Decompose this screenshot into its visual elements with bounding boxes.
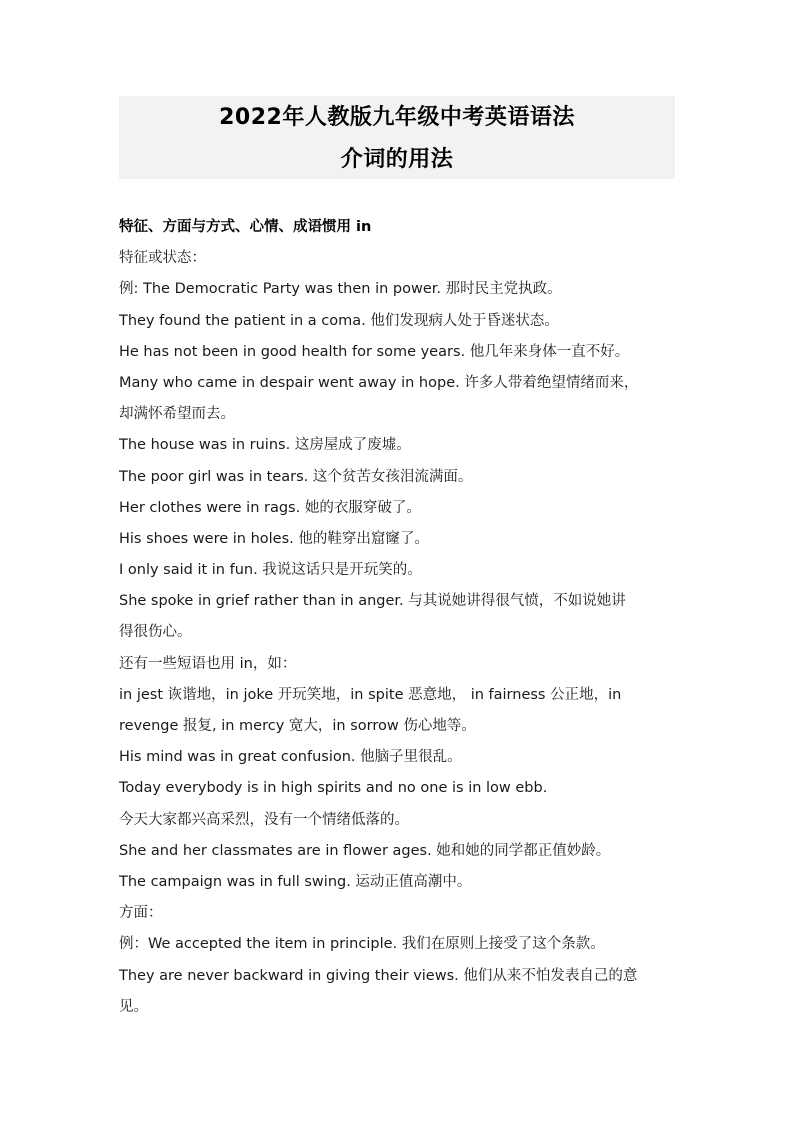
text-line: 今天大家都兴高采烈，没有一个情绪低落的。 — [119, 811, 409, 828]
text-line: Her clothes were in rags. 她的衣服穿破了。 — [119, 499, 421, 516]
text-line: Many who came in despair went away in hope. 许多人带着绝望情绪而来， — [119, 374, 639, 391]
text-line: 得很伤心。 — [119, 624, 192, 641]
text-line: She spoke in grief rather than in anger. 与其说她讲得很气愤，不如说她讲 — [119, 593, 626, 610]
text-line: in jest 诙谐地，in joke 开玩笑地，in spite 恶意地， in fairness 公正地，in — [119, 686, 622, 703]
text-line: She and her classmates are in flower ages. 她和她的同学都正值妙龄。 — [119, 842, 611, 859]
text-line: The campaign was in full swing. 运动正值高潮中。 — [119, 873, 472, 890]
text-line: He has not been in good health for some years. 他几年来身体一直不好。 — [119, 343, 630, 360]
text-line: 方面： — [119, 905, 163, 922]
text-line: The house was in ruins. 这房屋成了废墟。 — [119, 437, 411, 454]
text-line: They found the patient in a coma. 他们发现病人处于昏迷状态。 — [119, 312, 559, 329]
text-line: revenge 报复, in mercy 宽大，in sorrow 伤心地等。 — [119, 718, 476, 734]
text-line: 例: The Democratic Party was then in power. 那时民主党执政。 — [119, 281, 562, 298]
title-box — [119, 96, 675, 179]
text-line: 还有一些短语也用 in，如： — [119, 655, 297, 672]
text-line: His mind was in great confusion. 他脑子里很乱。 — [119, 749, 462, 766]
text-line: I only said it in fun. 我说这话只是开玩笑的。 — [119, 562, 422, 579]
text-line: Today everybody is in high spirits and no one is in low ebb. — [119, 780, 548, 797]
text-line: The poor girl was in tears. 这个贫苦女孩泪流满面。 — [119, 468, 473, 485]
document-title: 2022年人教版九年级中考英语语法 — [219, 105, 575, 130]
document-body — [119, 212, 679, 1023]
text-line: His shoes were in holes. 他的鞋穿出窟窿了。 — [119, 530, 429, 547]
text-line: 特征或状态： — [119, 250, 206, 267]
document-subtitle: 介词的用法 — [340, 147, 454, 172]
text-line: They are never backward in giving their views. 他们从来不怕发表自己的意 — [119, 967, 638, 984]
section-heading: 特征、方面与方式、心情、成语惯用 in — [119, 219, 372, 235]
text-line: 见。 — [119, 998, 148, 1015]
text-line: 例：We accepted the item in principle. 我们在原则上接受了这个条款。 — [119, 936, 605, 953]
text-line: 却满怀希望而去。 — [119, 406, 235, 423]
